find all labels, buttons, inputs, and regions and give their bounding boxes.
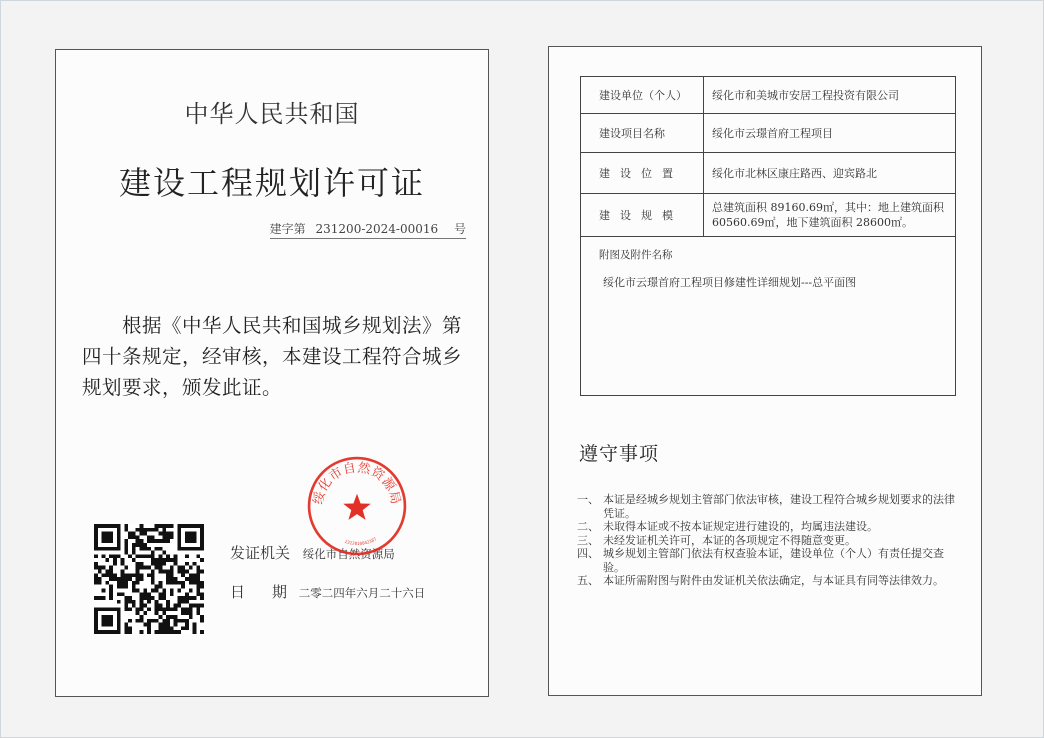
row-label: 建设位置 (581, 153, 704, 193)
row-value: 绥化市云璟首府工程项目 (712, 126, 833, 140)
row-value: 绥化市北林区康庄路西、迎宾路北 (712, 166, 877, 180)
rule-index: 五、 (577, 574, 599, 587)
permit-statement: 根据《中华人民共和国城乡规划法》第四十条规定，经审核，本建设工程符合城乡规划要求，颁发此证。 (82, 314, 463, 399)
list-item (577, 534, 959, 548)
country-name: 中华人民共和国 (184, 100, 360, 128)
cert-no-value: 231200-2024-00016 (315, 222, 439, 236)
rule-index: 一、 (577, 493, 599, 506)
svg-text:2312010042387 (344, 536, 378, 547)
row-value: 绥化市和美城市安居工程投资有限公司 (712, 88, 899, 102)
date-row (230, 581, 425, 602)
rule-text: 本证所需附图与附件由发证机关依法确定，与本证具有同等法律效力。 (603, 574, 944, 587)
date-label: 日期 (230, 583, 315, 601)
table-row (581, 77, 955, 114)
rule-text: 未取得本证或不按本证规定进行建设的，均属违法建设。 (603, 520, 878, 533)
qr-code (94, 524, 204, 634)
issuer-value: 绥化市自然资源局 (302, 547, 395, 561)
rule-index: 二、 (577, 520, 599, 533)
permit-details-page (548, 46, 982, 696)
table-row (581, 114, 955, 153)
project-info-table (580, 76, 956, 396)
rule-index: 四、 (577, 547, 599, 560)
date-value: 二零二四年六月二十六日 (298, 586, 426, 600)
certificate-number (270, 220, 466, 239)
row-value: 总建筑面积 89160.69㎡，其中：地上建筑面积 60560.69㎡，地下建筑面积 28600㎡。 (712, 201, 944, 229)
rule-text: 未经发证机关许可，本证的各项规定不得随意变更。 (603, 533, 856, 547)
list-item (577, 520, 959, 534)
table-row (581, 194, 955, 237)
cert-no-suffix: 号 (453, 222, 466, 236)
seal-code: 2312010042387 (343, 537, 378, 548)
list-item (577, 574, 959, 588)
rules-list (577, 493, 959, 588)
attachments-label: 附图及附件名称 (599, 249, 673, 261)
cert-no-prefix: 建字第 (269, 222, 306, 236)
rule-text: 城乡规划主管部门依法有权查验本证，建设单位（个人）有责任提交查验。 (603, 547, 944, 574)
seal-text: 绥化市自然资源局 (310, 460, 404, 507)
list-item (577, 547, 959, 574)
rules-heading: 遵守事项 (579, 443, 660, 465)
list-item (577, 493, 959, 520)
attachments-value: 绥化市云璟首府工程项目修建性详细规划---总平面图 (603, 276, 857, 289)
permit-title: 建设工程规划许可证 (118, 164, 425, 202)
issuer-label: 发证机关 (230, 544, 291, 562)
rule-text: 本证是经城乡规划主管部门依法审核，建设工程符合城乡规划要求的法律凭证。 (603, 493, 955, 520)
permit-front-page (55, 49, 489, 697)
row-label: 建设单位（个人） (581, 77, 704, 113)
official-seal (306, 455, 408, 557)
row-label: 建设项目名称 (581, 114, 704, 152)
row-label: 建设规模 (581, 194, 704, 236)
rule-index: 三、 (577, 533, 599, 547)
seal-star-icon (343, 494, 371, 520)
table-row (581, 153, 955, 194)
